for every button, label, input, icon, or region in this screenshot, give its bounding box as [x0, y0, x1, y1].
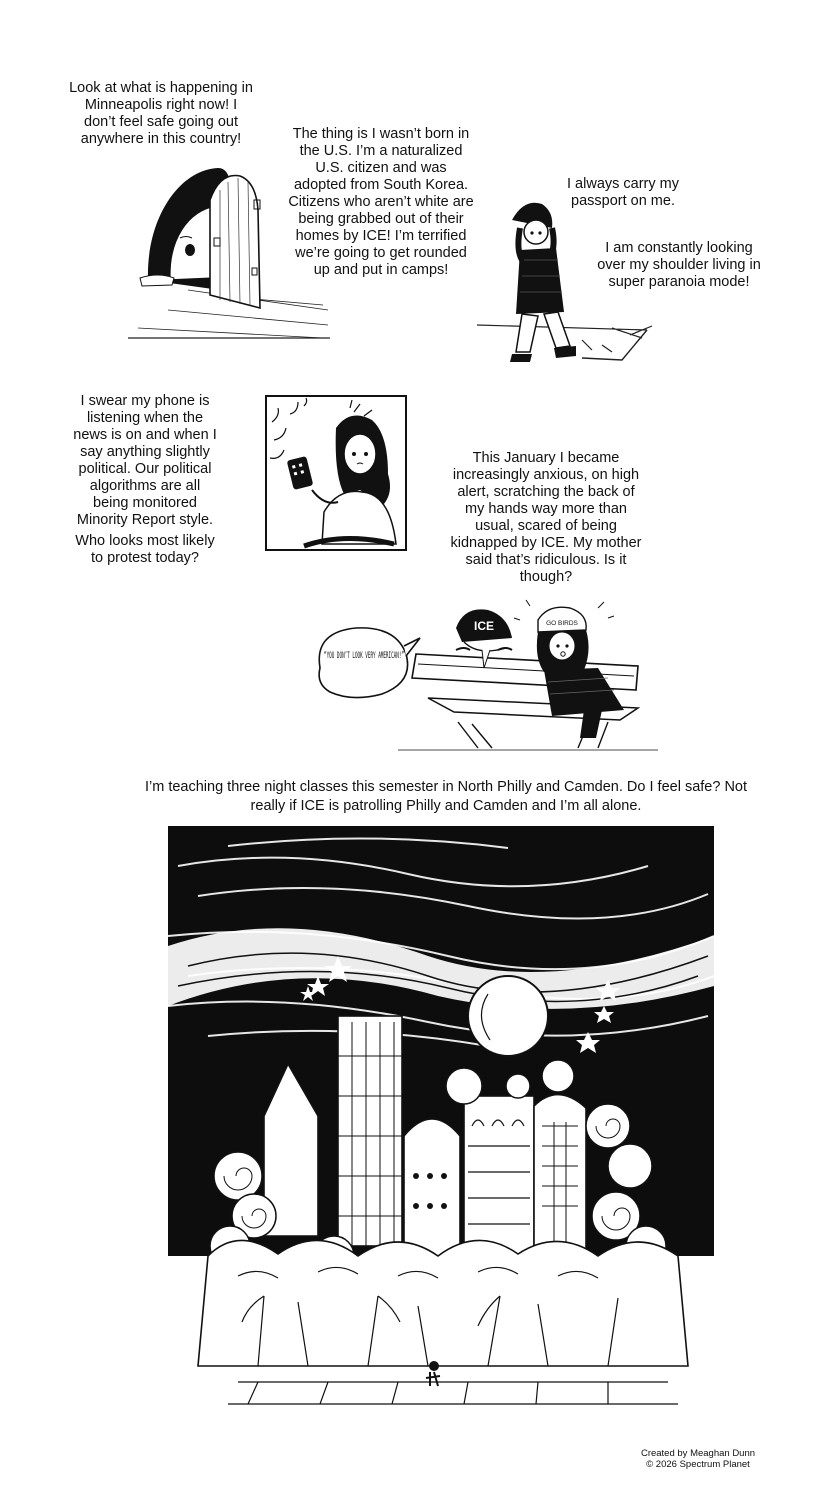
- caption-passport: I always carry my passport on me.: [567, 176, 679, 209]
- speech-bubble-text: “YOU DON’T LOOK VERY AMERICAN!”: [324, 651, 404, 661]
- credit-copyright: © 2026 Spectrum Planet: [646, 1459, 750, 1470]
- caption-minneapolis: Look at what is happening in Minneapolis right now! I don’t feel safe going out anywhere in this country!: [69, 80, 253, 147]
- caption-anxious: This January I became increasingly anxious, on high alert, scratching the back of my hands way more than usual, scared of being kidnapped by ICE. My mother said that’s ridiculous. Is it though?: [450, 450, 642, 585]
- credits: [640, 1448, 756, 1470]
- caption-paranoia: I am constantly looking over my shoulder living in super paranoia mode!: [597, 240, 761, 290]
- speech-bubble: [319, 628, 420, 698]
- ice-hat-label: ICE: [473, 619, 495, 633]
- caption-phone-listening: I swear my phone is listening when the news is on and when I say anything slightly political. Our political algorithms are all being monitored Minority Report style.: [73, 393, 217, 528]
- panel-phone: [264, 394, 408, 552]
- credit-author: Created by Meaghan Dunn: [640, 1448, 756, 1459]
- caption-night-classes: I’m teaching three night classes this semester in North Philly and Camden. Do I feel safe? Not really if ICE is patrolling Philly and Camden and I’m all alone.: [144, 779, 748, 814]
- panel-night-city: [168, 826, 714, 1440]
- caption-adopted: The thing is I wasn’t born in the U.S. I’m a naturalized U.S. citizen and was adopted from South Korea. Citizens who aren’t white are being grabbed out of their homes by ICE! I’m terrified we’re going to get rounded up and put in camps!: [288, 126, 474, 278]
- caption-protest: Who looks most likely to protest today?: [75, 533, 215, 566]
- birds-hat-label: GO BIRDS: [546, 620, 578, 627]
- panel-bench-ice: [308, 598, 720, 758]
